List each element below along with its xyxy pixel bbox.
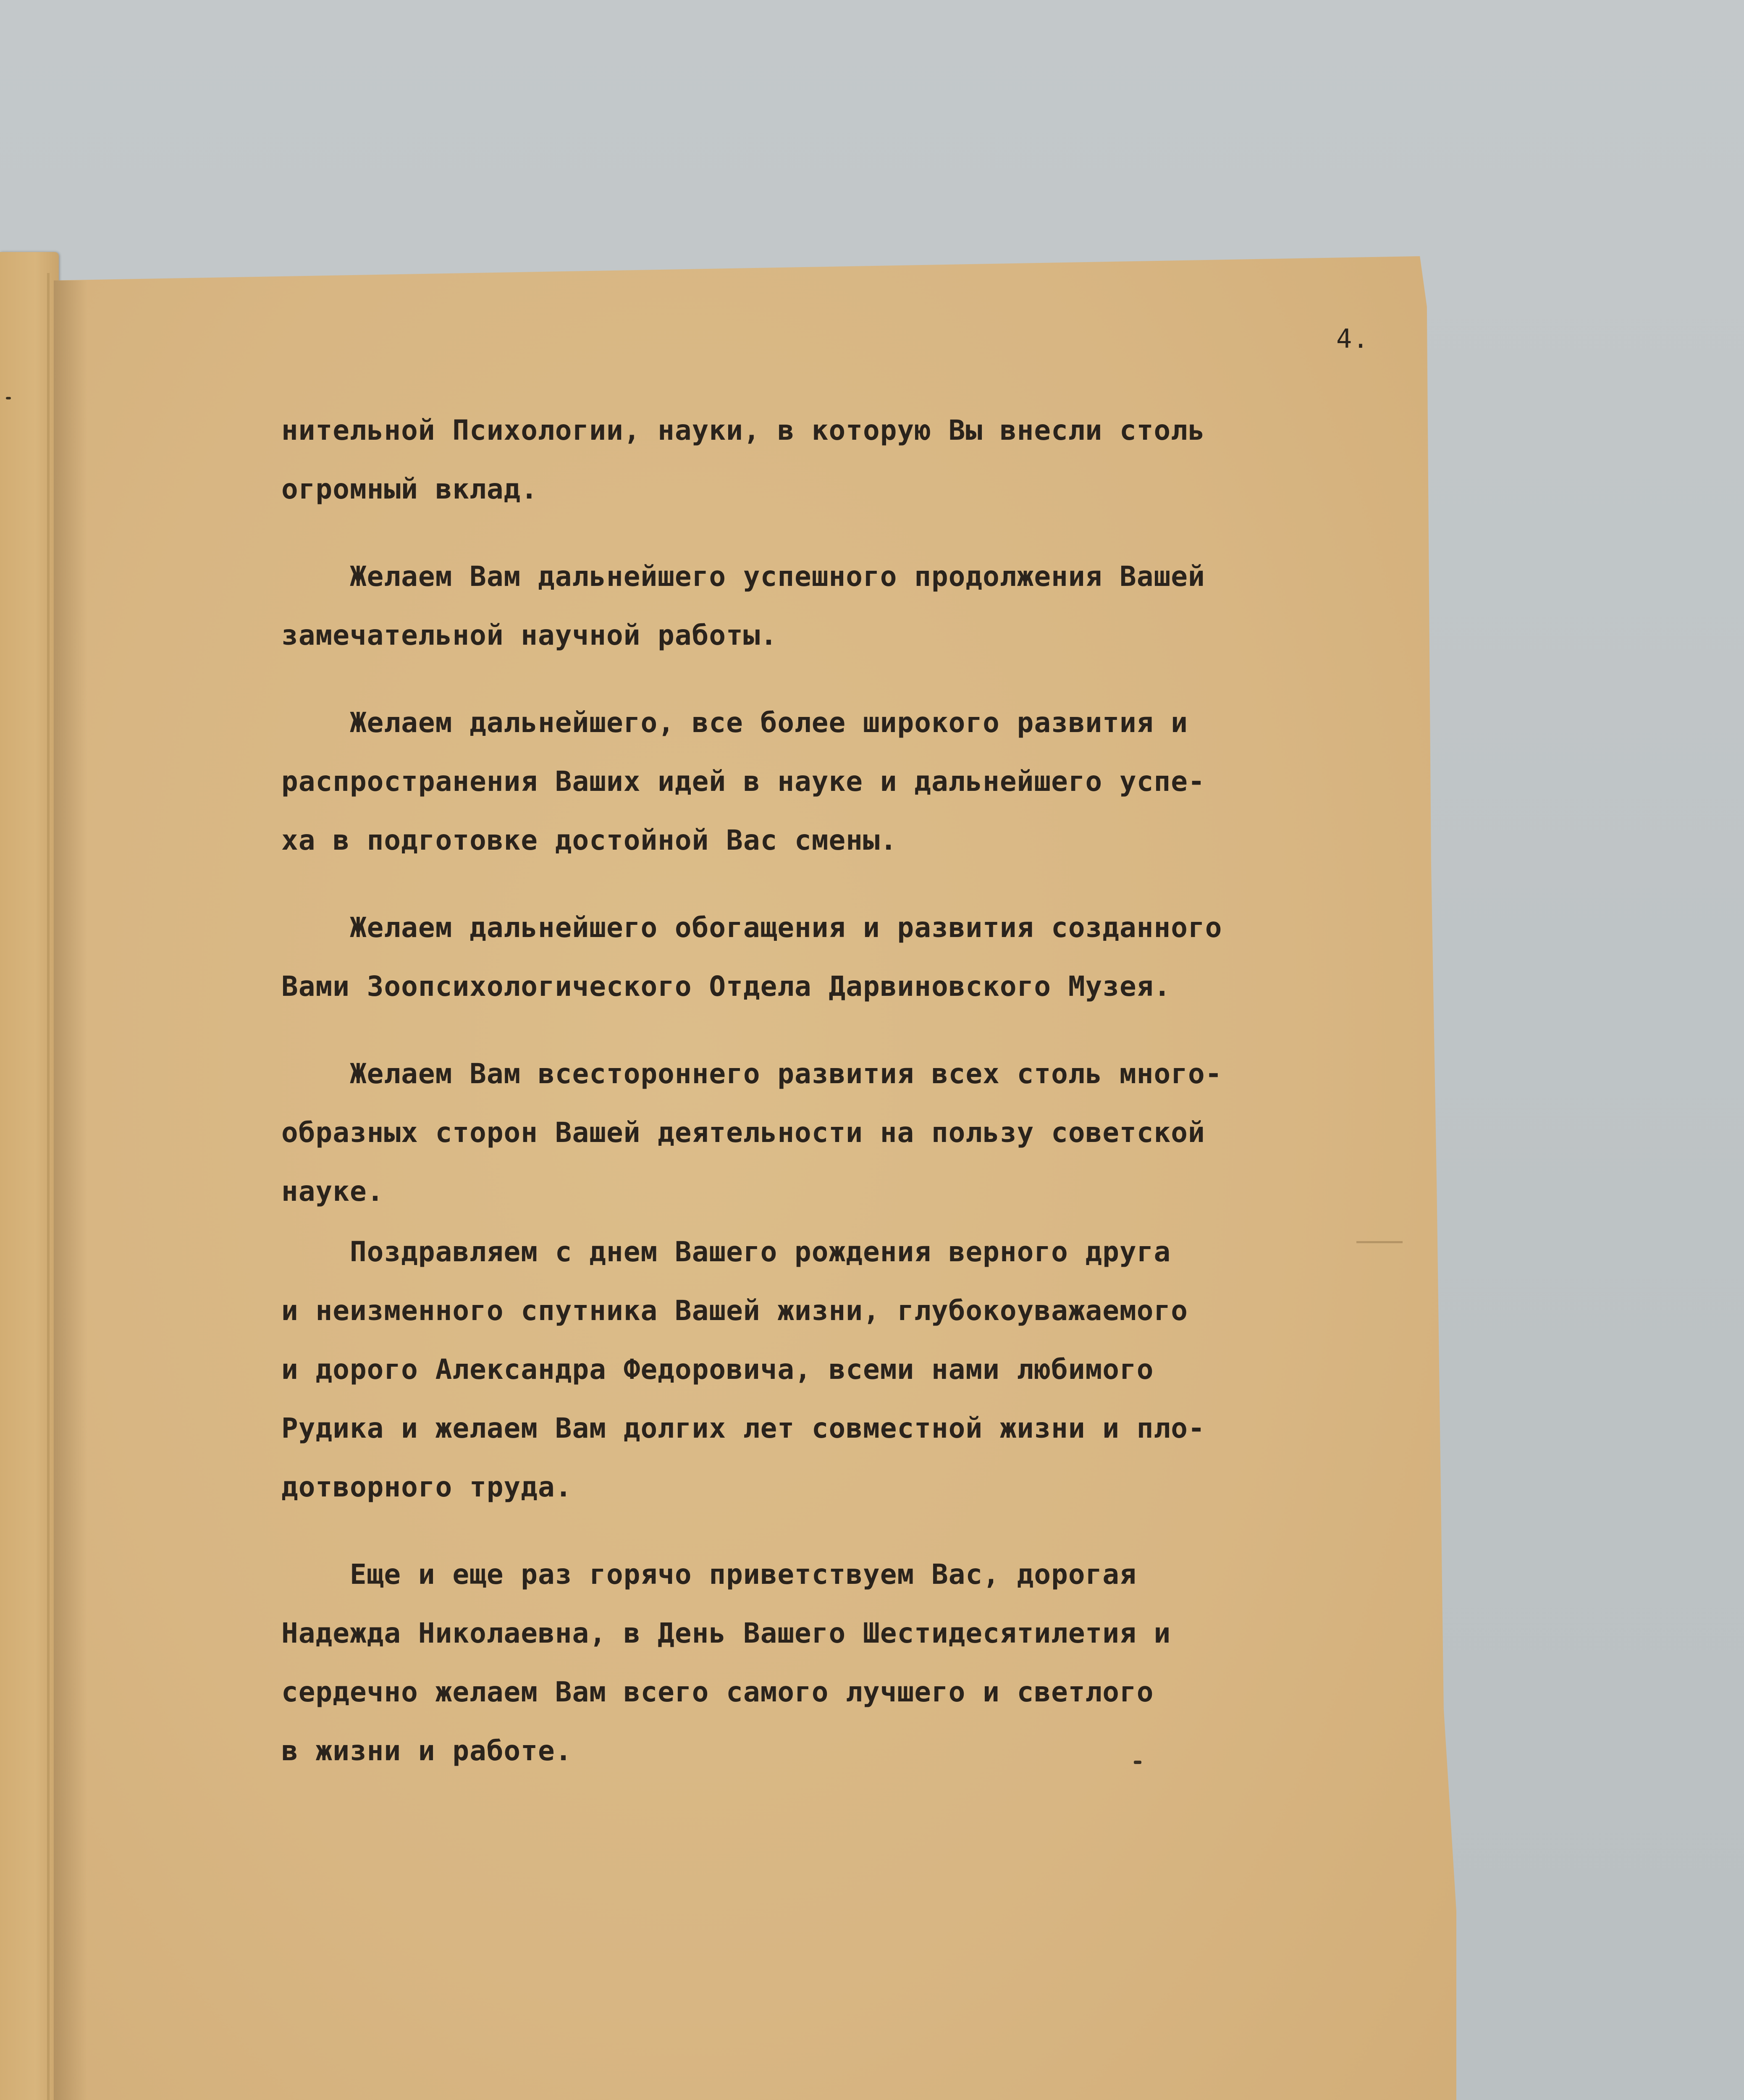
text-line: замечательной научной работы. xyxy=(281,619,778,651)
previous-page-fold xyxy=(47,273,50,2100)
paragraph xyxy=(281,898,1323,1016)
paragraph xyxy=(281,547,1323,665)
letter-body xyxy=(281,401,1323,1780)
text-line: сердечно желаем Вам всего самого лучшего и светлого xyxy=(281,1676,1154,1708)
text-line: и неизменного спутника Вашей жизни, глубокоуважаемого xyxy=(281,1294,1188,1327)
paragraph xyxy=(281,693,1323,870)
text-line: Желаем Вам дальнейшего успешного продолжения Вашей xyxy=(281,560,1205,593)
paragraph xyxy=(281,1045,1323,1221)
text-line: Надежда Николаевна, в День Вашего Шестидесятилетия и xyxy=(281,1617,1171,1649)
page-crease xyxy=(1356,1241,1403,1243)
paragraph xyxy=(281,1223,1323,1517)
text-line: ха в подготовке достойной Вас смены. xyxy=(281,824,897,856)
paragraph xyxy=(281,401,1323,519)
text-line: образных сторон Вашей деятельности на пользу советской xyxy=(281,1116,1205,1149)
page-binding-shadow xyxy=(54,256,87,2100)
page-number: 4. xyxy=(1336,323,1369,354)
ink-mark xyxy=(6,397,11,399)
text-line: Вами Зоопсихологического Отдела Дарвиновского Музея. xyxy=(281,970,1171,1003)
previous-page-edge xyxy=(0,252,59,2100)
text-line: и дорого Александра Федоровича, всеми нами любимого xyxy=(281,1353,1154,1386)
text-line: дотворного труда. xyxy=(281,1471,572,1503)
text-line: Рудика и желаем Вам долгих лет совместной жизни и пло- xyxy=(281,1412,1205,1444)
text-line: науке. xyxy=(281,1175,384,1208)
text-line: огромный вклад. xyxy=(281,473,538,505)
text-line: Поздравляем с днем Вашего рождения верного друга xyxy=(281,1236,1171,1268)
text-line: Желаем Вам всестороннего развития всех столь много- xyxy=(281,1058,1222,1090)
paragraph xyxy=(281,1545,1323,1780)
text-line: нительной Психологии, науки, в которую Вы внесли столь xyxy=(281,414,1205,446)
text-line: в жизни и работе. xyxy=(281,1735,572,1767)
text-line: Желаем дальнейшего, все более широкого развития и xyxy=(281,706,1188,739)
text-line: Еще и еще раз горячо приветствуем Вас, дорогая xyxy=(281,1558,1137,1591)
text-line: распространения Ваших идей в науке и дальнейшего успе- xyxy=(281,765,1205,798)
ink-speck xyxy=(1134,1761,1141,1764)
text-line: Желаем дальнейшего обогащения и развития созданного xyxy=(281,911,1222,944)
